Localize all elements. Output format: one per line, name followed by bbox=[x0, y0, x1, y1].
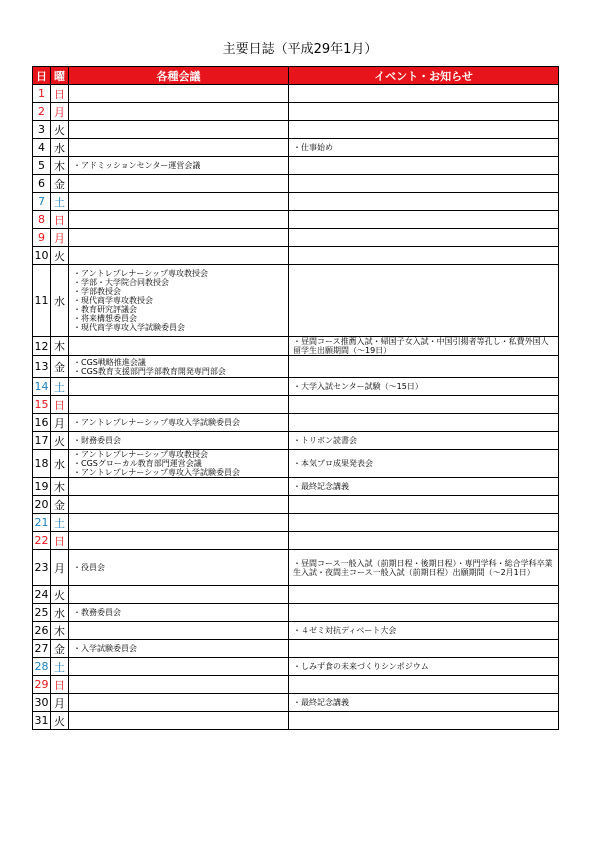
day-cell: 13 bbox=[33, 356, 51, 378]
events-cell bbox=[289, 157, 559, 175]
table-row bbox=[33, 586, 559, 604]
meeting-item: ・財務委員会 bbox=[73, 436, 121, 445]
day-cell: 24 bbox=[33, 586, 51, 604]
meeting-item: ・アドミッションセンター運営会議 bbox=[73, 161, 201, 170]
table-row bbox=[33, 85, 559, 103]
meetings-cell bbox=[69, 396, 289, 414]
meetings-cell bbox=[69, 414, 289, 432]
weekday-cell: 月 bbox=[51, 694, 69, 712]
day-cell: 19 bbox=[33, 478, 51, 496]
table-row bbox=[33, 229, 559, 247]
meeting-item: ・CGS戦略推進会議 bbox=[73, 357, 146, 367]
table-row bbox=[33, 211, 559, 229]
events-cell bbox=[289, 396, 559, 414]
table-row bbox=[33, 157, 559, 175]
table-row bbox=[33, 396, 559, 414]
day-cell: 15 bbox=[33, 396, 51, 414]
weekday-cell: 月 bbox=[51, 414, 69, 432]
day-cell: 29 bbox=[33, 676, 51, 694]
table-row bbox=[33, 532, 559, 550]
event-item: ・昼間コース一般入試（前期日程・後期日程）・専門学科・総合学科卒業生入試・夜間主コース一般入試（前期日程）出願期間（～2月1日） bbox=[293, 558, 553, 577]
weekday-cell: 木 bbox=[51, 157, 69, 175]
event-item: ・４ゼミ対抗ディベート大会 bbox=[293, 626, 397, 635]
weekday-cell: 水 bbox=[51, 450, 69, 478]
meeting-item: ・現代商学専攻入学試験委員会 bbox=[73, 323, 185, 332]
page-title: 主要日誌（平成29年1月） bbox=[222, 42, 378, 57]
table-header-row bbox=[33, 67, 559, 85]
events-cell bbox=[289, 139, 559, 157]
meeting-item: ・アントレプレナーシップ専攻教授会 bbox=[73, 450, 209, 459]
meetings-cell bbox=[69, 157, 289, 175]
weekday-cell: 水 bbox=[51, 139, 69, 157]
weekday-cell: 火 bbox=[51, 712, 69, 730]
meeting-item: ・役員会 bbox=[73, 563, 105, 572]
meetings-cell bbox=[69, 265, 289, 337]
table-row bbox=[33, 175, 559, 193]
table-row bbox=[33, 103, 559, 121]
events-cell bbox=[289, 121, 559, 139]
day-cell: 12 bbox=[33, 337, 51, 356]
meetings-cell bbox=[69, 139, 289, 157]
events-cell bbox=[289, 514, 559, 532]
day-cell: 6 bbox=[33, 175, 51, 193]
day-cell: 2 bbox=[33, 103, 51, 121]
weekday-cell: 火 bbox=[51, 247, 69, 265]
table-row bbox=[33, 378, 559, 396]
meetings-cell bbox=[69, 247, 289, 265]
meeting-item: ・教務委員会 bbox=[73, 608, 121, 617]
meetings-cell bbox=[69, 622, 289, 640]
event-item: ・最終記念講義 bbox=[293, 482, 349, 491]
day-cell: 21 bbox=[33, 514, 51, 532]
meeting-item: ・CGS教育支援部門学部教育開発専門部会 bbox=[73, 366, 226, 376]
table-row bbox=[33, 604, 559, 622]
meeting-item: ・CGSグローカル教育部門運営会議 bbox=[73, 459, 202, 468]
meetings-cell bbox=[69, 229, 289, 247]
weekday-cell: 金 bbox=[51, 496, 69, 514]
day-cell: 14 bbox=[33, 378, 51, 396]
weekday-cell: 土 bbox=[51, 514, 69, 532]
weekday-cell: 木 bbox=[51, 478, 69, 496]
table-row bbox=[33, 247, 559, 265]
day-cell: 10 bbox=[33, 247, 51, 265]
events-cell bbox=[289, 265, 559, 337]
weekday-cell: 土 bbox=[51, 378, 69, 396]
events-cell bbox=[289, 414, 559, 432]
weekday-cell: 金 bbox=[51, 175, 69, 193]
events-cell bbox=[289, 550, 559, 586]
meeting-item: ・教育研究評議会 bbox=[73, 305, 137, 314]
header-events: イベント・お知らせ bbox=[289, 67, 559, 85]
table-row bbox=[33, 478, 559, 496]
table-row bbox=[33, 414, 559, 432]
day-cell: 17 bbox=[33, 432, 51, 450]
table-row bbox=[33, 139, 559, 157]
meetings-cell bbox=[69, 514, 289, 532]
header-day: 日 bbox=[33, 67, 51, 85]
events-cell bbox=[289, 450, 559, 478]
weekday-cell: 月 bbox=[51, 103, 69, 121]
weekday-cell: 木 bbox=[51, 337, 69, 356]
events-cell bbox=[289, 676, 559, 694]
events-cell bbox=[289, 356, 559, 378]
weekday-cell: 日 bbox=[51, 85, 69, 103]
table-row bbox=[33, 676, 559, 694]
day-cell: 11 bbox=[33, 265, 51, 337]
schedule-table bbox=[32, 66, 559, 730]
meetings-cell bbox=[69, 604, 289, 622]
day-cell: 9 bbox=[33, 229, 51, 247]
events-cell bbox=[289, 432, 559, 450]
events-cell bbox=[289, 604, 559, 622]
weekday-cell: 水 bbox=[51, 604, 69, 622]
meetings-cell bbox=[69, 694, 289, 712]
events-cell bbox=[289, 658, 559, 676]
meetings-cell bbox=[69, 658, 289, 676]
events-cell bbox=[289, 694, 559, 712]
day-cell: 22 bbox=[33, 532, 51, 550]
meetings-cell bbox=[69, 175, 289, 193]
meeting-item: ・将来構想委員会 bbox=[73, 314, 137, 323]
meetings-cell bbox=[69, 586, 289, 604]
events-cell bbox=[289, 175, 559, 193]
events-cell bbox=[289, 193, 559, 211]
event-item: ・大学入試センター試験（～15日） bbox=[293, 382, 423, 391]
meeting-item: ・入学試験委員会 bbox=[73, 644, 137, 653]
meeting-item: ・現代商学専攻教授会 bbox=[73, 296, 153, 305]
meetings-cell bbox=[69, 676, 289, 694]
weekday-cell: 月 bbox=[51, 229, 69, 247]
events-cell bbox=[289, 532, 559, 550]
day-cell: 28 bbox=[33, 658, 51, 676]
meeting-item: ・学部教授会 bbox=[73, 287, 121, 296]
meeting-item: ・アントレプレナーシップ専攻入学試験委員会 bbox=[73, 418, 241, 427]
event-item: ・トリボン読書会 bbox=[293, 436, 357, 445]
day-cell: 4 bbox=[33, 139, 51, 157]
events-cell bbox=[289, 85, 559, 103]
weekday-cell: 日 bbox=[51, 396, 69, 414]
weekday-cell: 火 bbox=[51, 432, 69, 450]
meetings-cell bbox=[69, 550, 289, 586]
day-cell: 23 bbox=[33, 550, 51, 586]
events-cell bbox=[289, 478, 559, 496]
day-cell: 20 bbox=[33, 496, 51, 514]
meetings-cell bbox=[69, 356, 289, 378]
weekday-cell: 月 bbox=[51, 550, 69, 586]
header-dow: 曜 bbox=[51, 67, 69, 85]
meetings-cell bbox=[69, 432, 289, 450]
table-row bbox=[33, 622, 559, 640]
events-cell bbox=[289, 211, 559, 229]
event-item: ・仕事始め bbox=[293, 143, 333, 152]
weekday-cell: 火 bbox=[51, 121, 69, 139]
table-row bbox=[33, 265, 559, 337]
day-cell: 1 bbox=[33, 85, 51, 103]
day-cell: 5 bbox=[33, 157, 51, 175]
table-row bbox=[33, 432, 559, 450]
meetings-cell bbox=[69, 193, 289, 211]
day-cell: 25 bbox=[33, 604, 51, 622]
table-row bbox=[33, 450, 559, 478]
day-cell: 26 bbox=[33, 622, 51, 640]
events-cell bbox=[289, 586, 559, 604]
events-cell bbox=[289, 103, 559, 121]
table-row bbox=[33, 193, 559, 211]
table-row bbox=[33, 550, 559, 586]
events-cell bbox=[289, 229, 559, 247]
day-cell: 31 bbox=[33, 712, 51, 730]
events-cell bbox=[289, 712, 559, 730]
event-item: ・最終記念講義 bbox=[293, 698, 349, 707]
day-cell: 27 bbox=[33, 640, 51, 658]
weekday-cell: 火 bbox=[51, 586, 69, 604]
events-cell bbox=[289, 496, 559, 514]
schedule-body bbox=[33, 85, 559, 730]
table-row bbox=[33, 712, 559, 730]
meetings-cell bbox=[69, 103, 289, 121]
events-cell bbox=[289, 378, 559, 396]
day-cell: 30 bbox=[33, 694, 51, 712]
weekday-cell: 水 bbox=[51, 265, 69, 337]
table-row bbox=[33, 496, 559, 514]
table-row bbox=[33, 337, 559, 356]
meetings-cell bbox=[69, 211, 289, 229]
table-row bbox=[33, 640, 559, 658]
day-cell: 8 bbox=[33, 211, 51, 229]
table-row bbox=[33, 514, 559, 532]
meetings-cell bbox=[69, 121, 289, 139]
weekday-cell: 日 bbox=[51, 676, 69, 694]
header-meetings: 各種会議 bbox=[69, 67, 289, 85]
meeting-item: ・アントレプレナーシップ専攻教授会 bbox=[73, 269, 209, 278]
table-row bbox=[33, 694, 559, 712]
event-item: ・昼間コース推薦入試・帰国子女入試・中国引揚者等孔し・私費外国人留学生出願期間（～19日） bbox=[293, 337, 549, 355]
events-cell bbox=[289, 640, 559, 658]
meetings-cell bbox=[69, 85, 289, 103]
meetings-cell bbox=[69, 496, 289, 514]
weekday-cell: 土 bbox=[51, 193, 69, 211]
day-cell: 3 bbox=[33, 121, 51, 139]
weekday-cell: 金 bbox=[51, 640, 69, 658]
weekday-cell: 木 bbox=[51, 622, 69, 640]
table-row bbox=[33, 356, 559, 378]
day-cell: 7 bbox=[33, 193, 51, 211]
events-cell bbox=[289, 622, 559, 640]
weekday-cell: 日 bbox=[51, 211, 69, 229]
meetings-cell bbox=[69, 712, 289, 730]
weekday-cell: 土 bbox=[51, 658, 69, 676]
meetings-cell bbox=[69, 450, 289, 478]
day-cell: 18 bbox=[33, 450, 51, 478]
event-item: ・しみず食の未来づくりシンポジウム bbox=[293, 662, 429, 671]
weekday-cell: 日 bbox=[51, 532, 69, 550]
day-cell: 16 bbox=[33, 414, 51, 432]
meeting-item: ・学部・大学院合同教授会 bbox=[73, 278, 169, 287]
meeting-item: ・アントレプレナーシップ専攻入学試験委員会 bbox=[73, 468, 241, 477]
table-row bbox=[33, 121, 559, 139]
weekday-cell: 金 bbox=[51, 356, 69, 378]
meetings-cell bbox=[69, 532, 289, 550]
event-item: ・本気プロ成果発表会 bbox=[293, 459, 373, 468]
meetings-cell bbox=[69, 337, 289, 356]
events-cell bbox=[289, 337, 559, 356]
events-cell bbox=[289, 247, 559, 265]
meetings-cell bbox=[69, 478, 289, 496]
table-row bbox=[33, 658, 559, 676]
meetings-cell bbox=[69, 378, 289, 396]
meetings-cell bbox=[69, 640, 289, 658]
